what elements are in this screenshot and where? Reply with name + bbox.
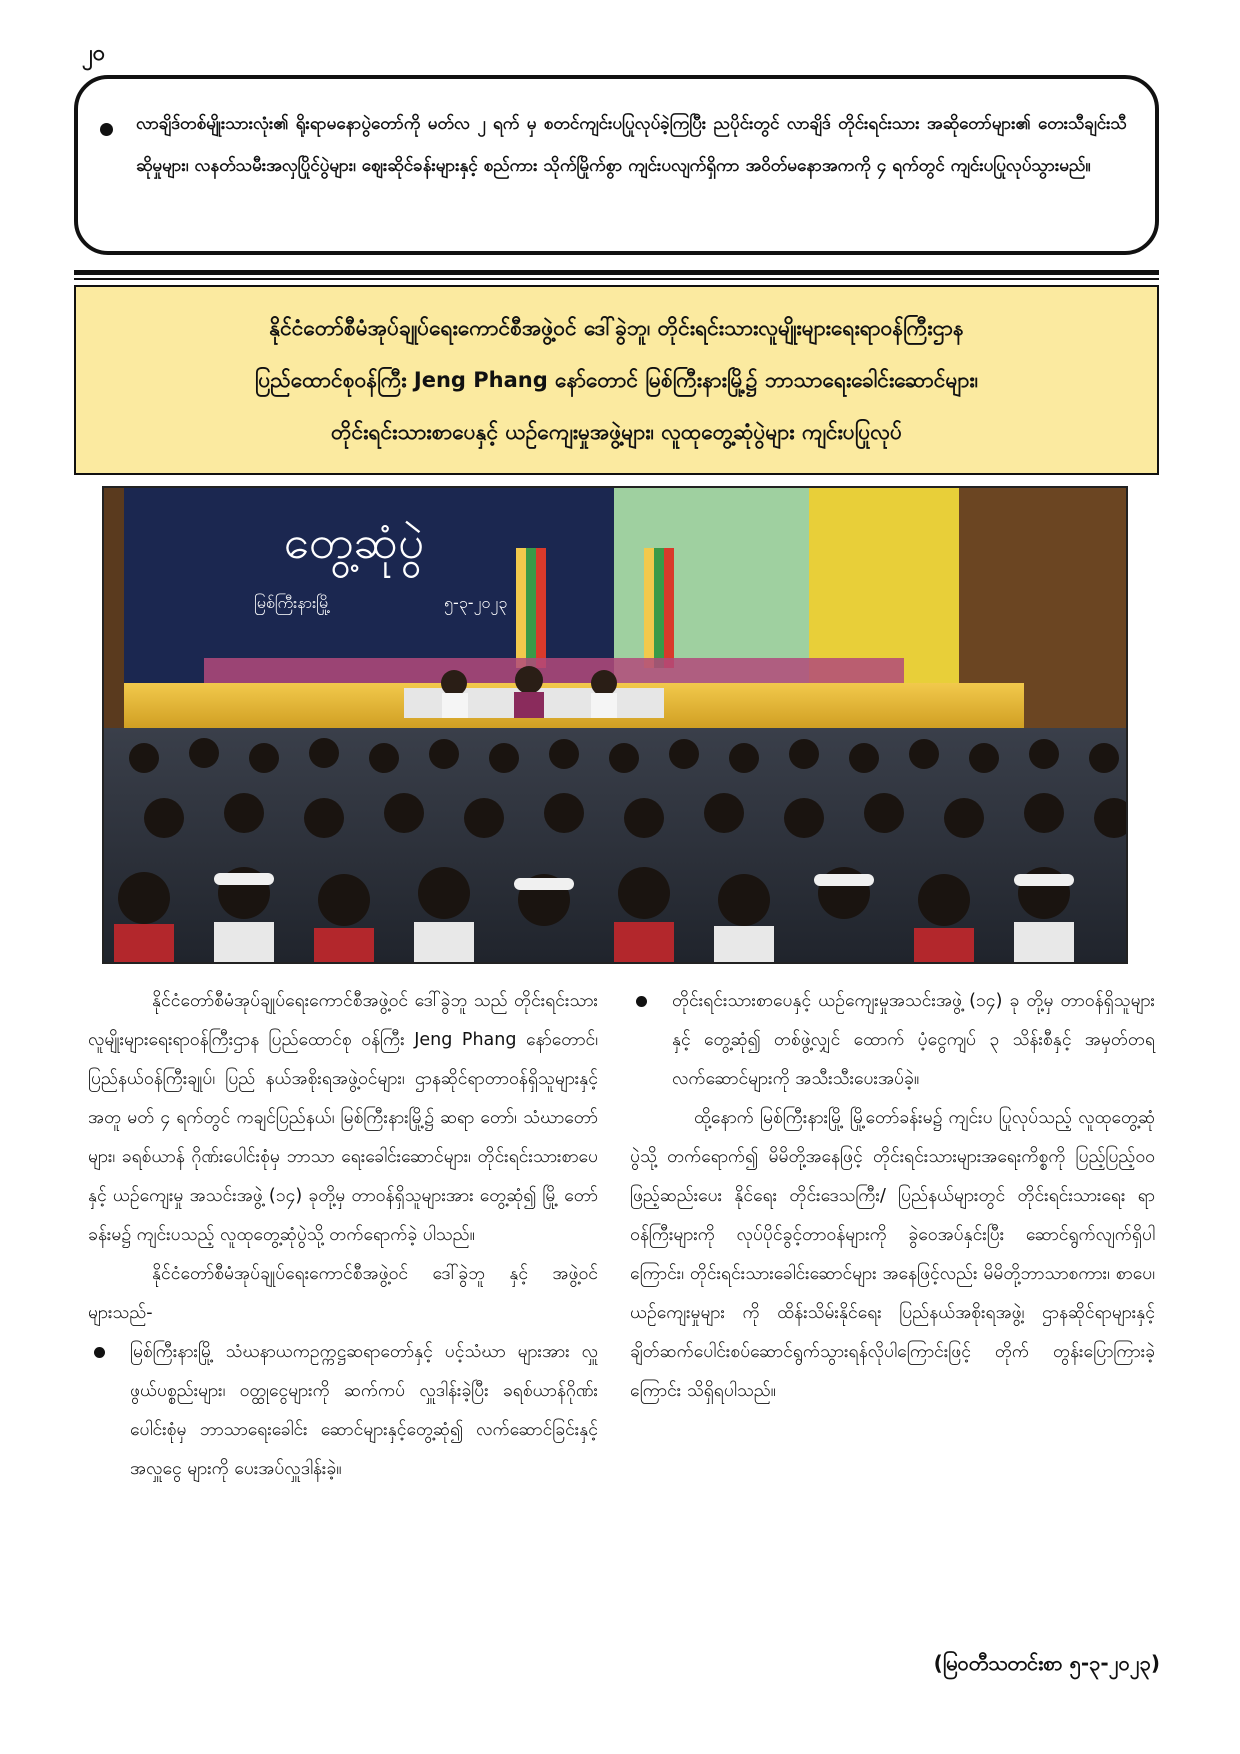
headline-line-2: ပြည်ထောင်စုဝန်ကြီး Jeng Phang နော်တောင် မြစ်ကြီးနားမြို့၌ ဘာသာရေးခေါင်းဆောင်များ၊: [254, 368, 979, 392]
list-item-text: မြစ်ကြီးနားမြို့ သံဃနာယကဥက္ကဋ္ဌဆရာတော်နှင့် ပင့်သံဃာ များအား လှူဖွယ်ပစ္စည်းများ၊ ဝတ္ထုငွေများကို ဆက်ကပ် လှူဒါန်းခဲ့ပြီး ခရစ်ယာန်ဂိုဏ်းပေါင်းစုံမှ ဘာသာရေးခေါင်း ဆောင်များနှင့်တွေ့ဆုံ၍ လက်ဆောင်ခြင်းနှင့် အလှူငွေ များကို ပေးအပ်လှူဒါန်းခဲ့။: [130, 1342, 598, 1479]
flower-row: [204, 658, 904, 686]
list-item: [88, 1333, 598, 1489]
right-column: [630, 982, 1155, 1411]
body-paragraph: နိုင်ငံတော်စီမံအုပ်ချုပ်ရေးကောင်စီအဖွဲ့ဝင် ဒေါ်ခွဲဘူ သည် တိုင်းရင်းသားလူမျိုးများရေးရာဝန်ကြီးဌာန ပြည်ထောင်စု ဝန်ကြီး Jeng Phang နော်တောင်၊ ပြည်နယ်ဝန်ကြီးချုပ်၊ ပြည် နယ်အစိုးရအဖွဲ့ဝင်များ၊ ဌာနဆိုင်ရာတာဝန်ရှိသူများနှင့်အတူ မတ် ၄ ရက်တွင် ကချင်ပြည်နယ်၊ မြစ်ကြီးနားမြို့၌ ဆရာ တော်၊ သံဃာတော်များ၊ ခရစ်ယာန် ဂိုဏ်းပေါင်းစုံမှ ဘာသာ ရေးခေါင်းဆောင်များ၊ တိုင်းရင်းသားစာပေနှင့် ယဉ်ကျေးမှု အသင်းအဖွဲ့ (၁၄) ခုတို့မှ တာဝန်ရှိသူများအား တွေ့ဆုံ၍ မြို့ တော်ခန်းမ၌ ကျင်းပသည့် လူထုတွေ့ဆုံပွဲသို့ တက်ရောက်ခဲ့ ပါသည်။: [88, 991, 598, 1245]
meeting-photo: [102, 486, 1128, 964]
source-citation: (မြဝတီသတင်းစာ ၅-၃-၂၀၂၃): [933, 1651, 1160, 1675]
flag-icon: [516, 548, 546, 668]
list-item: [630, 982, 1155, 1099]
divider: [74, 270, 1159, 275]
list-item-text: တိုင်းရင်းသားစာပေနှင့် ယဉ်ကျေးမှုအသင်းအဖွဲ့ (၁၄) ခု တို့မှ တာဝန်ရှိသူများနှင့် တွေ့ဆုံ၍ တစ်ဖွဲ့လျှင် ထောက် ပံ့ငွေကျပ် ၃ သိန်းစီနှင့် အမှတ်တရလက်ဆောင်များကို အသီးသီးပေးအပ်ခဲ့။: [672, 991, 1155, 1089]
banner-title: တွေ့ဆုံပွဲ: [283, 515, 425, 569]
highlight-box: [74, 75, 1159, 255]
flag-icon: [644, 548, 674, 668]
headline-line-3: တိုင်းရင်းသားစာပေနှင့် ယဉ်ကျေးမှုအဖွဲ့များ၊ လူထုတွေ့ဆုံပွဲများ ကျင်းပပြုလုပ်: [331, 420, 902, 444]
headline-box: [74, 285, 1159, 475]
page-number: ၂၀: [82, 41, 106, 66]
highlight-text: လာချိဒ်တစ်မျိုးသားလုံး၏ ရိုးရာမနောပွဲတော်ကို မတ်လ ၂ ရက် မှ စတင်ကျင်းပပြုလုပ်ခဲ့ကြပြီး ညပိုင်းတွင် လာချိဒ် တိုင်းရင်းသား အဆိုတော်များ၏ တေးသီချင်းသီဆိုမှုများ၊ လနတ်သမီးအလှပြိုင်ပွဲများ၊ ဈေးဆိုင်ခန်းများနှင့် စည်ကား သိုက်မြိုက်စွာ ကျင်းပလျက်ရှိကာ အဝိတ်မနောအကကို ၄ ရက်တွင် ကျင်းပပြုလုပ်သွားမည်။: [136, 114, 1127, 176]
body-paragraph: နိုင်ငံတော်စီမံအုပ်ချုပ်ရေးကောင်စီအဖွဲ့ဝင် ဒေါ်ခွဲဘူ နှင့် အဖွဲ့ဝင်များသည်-: [88, 1264, 598, 1323]
body-paragraph: ထို့နောက် မြစ်ကြီးနားမြို့ မြို့တော်ခန်းမ၌ ကျင်းပ ပြုလုပ်သည့် လူထုတွေ့ဆုံပွဲသို့ တက်ရောက်၍ မိမိတို့အနေဖြင့် တိုင်းရင်းသားများအရေးကိစ္စကို ပြည့်ပြည့်ဝဝ ဖြည့်ဆည်းပေး နိုင်ရေး တိုင်းဒေသကြီး/ ပြည်နယ်များတွင် တိုင်းရင်းသားရေး ရာဝန်ကြီးများကို လုပ်ပိုင်ခွင့်တာဝန်များကို ခွဲဝေအပ်နှင်းပြီး ဆောင်ရွက်လျက်ရှိပါကြောင်း၊ တိုင်းရင်းသားခေါင်းဆောင်များ အနေဖြင့်လည်း မိမိတို့ဘာသာစကား၊ စာပေ၊ ယဉ်ကျေးမှုများ ကို ထိန်းသိမ်းနိုင်ရေး ပြည်နယ်အစိုးရအဖွဲ့၊ ဌာနဆိုင်ရာများနှင့် ချိတ်ဆက်ပေါင်းစပ်ဆောင်ရွက်သွားရန်လိုပါကြောင်းဖြင့် တိုက် တွန်းပြောကြားခဲ့ကြောင်း သိရှိရပါသည်။: [630, 1108, 1155, 1401]
banner-date: ၅-၃-၂၀၂၃: [444, 593, 508, 612]
banner-place: မြစ်ကြီးနားမြို့: [254, 593, 331, 612]
bullet-icon: [636, 996, 647, 1007]
headline-line-1: နိုင်ငံတော်စီမံအုပ်ချုပ်ရေးကောင်စီအဖွဲ့ဝင် ဒေါ်ခွဲဘူ၊ တိုင်းရင်းသားလူမျိုးများရေးရာဝန်ကြီးဌာန: [269, 316, 964, 340]
bullet-icon: [100, 123, 113, 136]
divider: [74, 278, 1159, 280]
left-column: [88, 982, 598, 1489]
bullet-icon: [94, 1347, 105, 1358]
